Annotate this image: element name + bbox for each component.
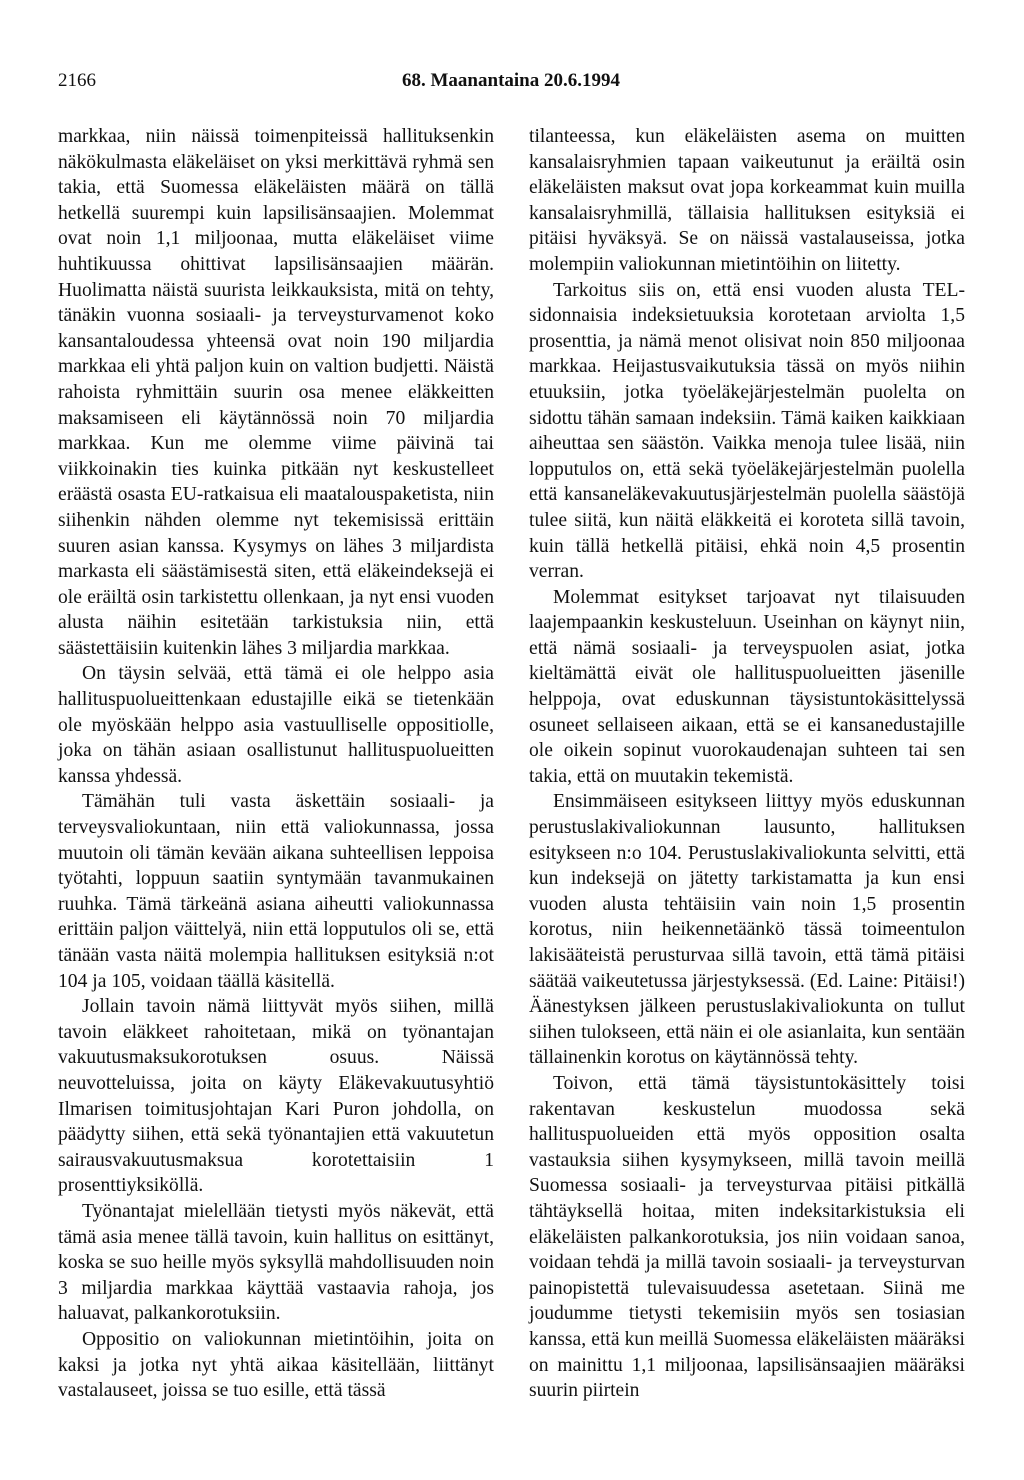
page-header [58, 70, 964, 94]
paragraph: markkaa, niin näissä toimenpiteissä hallituksenkin näkökulmasta eläkeläiset on yksi merkittävä ryhmä sen takia, että Suomessa eläkeläisten määrä on tällä hetkellä suurempi kuin lapsilisänsaajien. Molemmat ovat noin 1,1 miljoonaa, mutta eläkeläiset viime huhtikuussa ohittivat lapsilisänsaajien määrän. Huolimatta näistä suurista leikkauksista, mitä on tehty, tänäkin vuonna sosiaali- ja terveysturvamenot koko kansantaloudessa yhteensä ovat noin 190 miljardia markkaa eli yhtä paljon kuin on valtion budjetti. Näistä rahoista ryhmittäin suurin osa menee eläkkeitten maksamiseen eli käytännössä noin 70 miljardia markkaa. Kun me olemme viime päivinä tai viikkoinakin ties kuinka pitkään nyt keskustelleet eräästä osasta EU-ratkaisua eli maatalouspaketista, niin siihenkin nähden olemme nyt tekemisissä erittäin suuren asian kanssa. Kysymys on lähes 3 miljardista markasta eli säästämisestä siten, että eläkeindeksejä ei ole eräiltä osin tarkistettu ollenkaan, ja nyt ensi vuoden alusta näihin esitetään tarkistuksia niin, että säästettäisiin kuitenkin lähes 3 miljardia markkaa. [58, 126, 494, 659]
paragraph: Toivon, että tämä täysistuntokäsittely toisi rakentavan keskustelun muodossa sekä hallituspuolueiden että myös opposition osalta vastauksia siihen kysymykseen, millä tavoin meillä Suomessa sosiaali- ja terveysturvaa pitäisi pitkällä tähtäyksellä hoitaa, miten indeksitarkistuksia eli eläkeläisten palkankorotuksia, jos niin voidaan sanoa, voidaan tehdä ja millä tavoin sosiaali- ja terveysturvan painopistettä tulevaisuudessa asetetaan. Siinä me joudumme tietysti tekemisiin myös sen tosiasian kanssa, että kun meillä Suomessa eläkeläisten määräksi on mainittu 1,1 miljoonaa, lapsilisänsaajien määräksi suurin piirtein [529, 1072, 965, 1402]
paragraph: Tämähän tuli vasta äskettäin sosiaali- ja terveysvaliokuntaan, niin että valiokunnassa, jossa muutoin oli tämän kevään aikana suhteellisen leppoisa työtahti, loppuun saatiin syntymään tavanmukainen ruuhka. Tämä tärkeänä asiana aiheutti valiokunnassa erittäin paljon väittelyä, niin että lopputulos oli se, että tänään vasta näitä molempia hallituksen esityksiä n:ot 104 ja 105, voidaan täällä käsitellä. [58, 791, 494, 992]
paragraph: Oppositio on valiokunnan mietintöihin, joita on kaksi ja jotka nyt yhtä aikaa käsitellään, liittänyt vastalauseet, joissa se tuo esille, että tässä [58, 1328, 494, 1402]
paragraph: Molemmat esitykset tarjoavat nyt tilaisuuden laajempaankin keskusteluun. Useinhan on käynyt niin, että nämä sosiaali- ja terveyspuolen asiat, jotka kieltämättä eivät ole hallituspuolueitten jäsenille helppoja, ovat eduskunnan täysistuntokäsittelyssä osuneet sellaiseen aikaan, että se ei kansanedustajille ole oikein sopinut vuorokaudenajan suhteen tai sen takia, että on muutakin tekemistä. [529, 586, 965, 787]
paragraph: tilanteessa, kun eläkeläisten asema on muitten kansalaisryhmien tapaan vaikeutunut ja eräiltä osin eläkeläisten maksut ovat jopa korkeammat kuin muilla kansalaisryhmillä, tällaisia hallituksen esityksiä ei pitäisi hyväksyä. Se on näissä vastalauseissa, jotka molempiin valiokunnan mietintöihin on liitetty. [529, 126, 965, 275]
page-number: 2166 [58, 70, 96, 91]
paragraph: On täysin selvää, että tämä ei ole helppo asia hallituspuolueittenkaan edustajille eikä se tietenkään ole myöskään helppo asia vastuulliselle oppositiolle, joka on tähän asiaan osallistunut hallituspuolueitten kanssa yhdessä. [58, 663, 494, 787]
right-column [529, 124, 965, 1404]
paragraph: Ensimmäiseen esitykseen liittyy myös eduskunnan perustuslakivaliokunnan lausunto, hallituksen esitykseen n:o 104. Perustuslakivaliokunta selvitti, että kun indeksejä on jätetty tarkistamatta ja kun ensi vuoden alusta tehtäisiin vain noin 1,5 prosentin korotus, niin heikennetäänkö tässä toimeentulon lakisääteistä perusturvaa sillä tavoin, että tämä pitäisi säätää vaikeutetussa järjestyksessä. (Ed. Laine: Pitäisi!) Äänestyksen jälkeen perustuslakivaliokunta on tullut siihen tulokseen, että näin ei ole asianlaita, kun sentään tällainenkin korotus on käytännössä tehty. [529, 791, 965, 1069]
paragraph: Jollain tavoin nämä liittyvät myös siihen, millä tavoin eläkkeet rahoitetaan, mikä on työnantajan vakuutusmaksukorotuksen osuus. Näissä neuvotteluissa, joita on käyty Eläkevakuutusyhtiö Ilmarisen toimitusjohtajan Kari Puron johdolla, on päädytty siihen, että sekä työnantajien että vakuutetun sairausvakuutusmaksua korotettaisiin 1 prosenttiyksiköllä. [58, 996, 494, 1197]
running-title: 68. Maanantaina 20.6.1994 [402, 70, 620, 91]
paragraph: Tarkoitus siis on, että ensi vuoden alusta TEL-sidonnaisia indeksietuuksia korotetaan arviolta 1,5 prosenttia, ja nämä menot olisivat noin 850 miljoonaa markkaa. Heijastusvaikutuksia tässä on myös niihin etuuksiin, jotka työeläkejärjestelmän puolelta on sidottu tähän samaan indeksiin. Tämä kaiken kaikkiaan aiheuttaa sen säästön. Vaikka menoja tulee lisää, niin lopputulos on, että sekä työeläkejärjestelmän puolella että kansaneläkevakuutusjärjestelmän puolella säästöjä tulee siitä, kun näitä eläkkeitä ei koroteta sillä tavoin, kuin tällä hetkellä pitäisi, ehkä noin 4,5 prosentin verran. [529, 279, 965, 583]
left-column [58, 124, 494, 1404]
paragraph: Työnantajat mielellään tietysti myös näkevät, että tämä asia menee tällä tavoin, kuin hallitus on esittänyt, koska se suo heille myös syksyllä mahdollisuuden noin 3 miljardia markkaa käyttää vastaavia rahoja, jos haluavat, palkankorotuksiin. [58, 1200, 494, 1325]
